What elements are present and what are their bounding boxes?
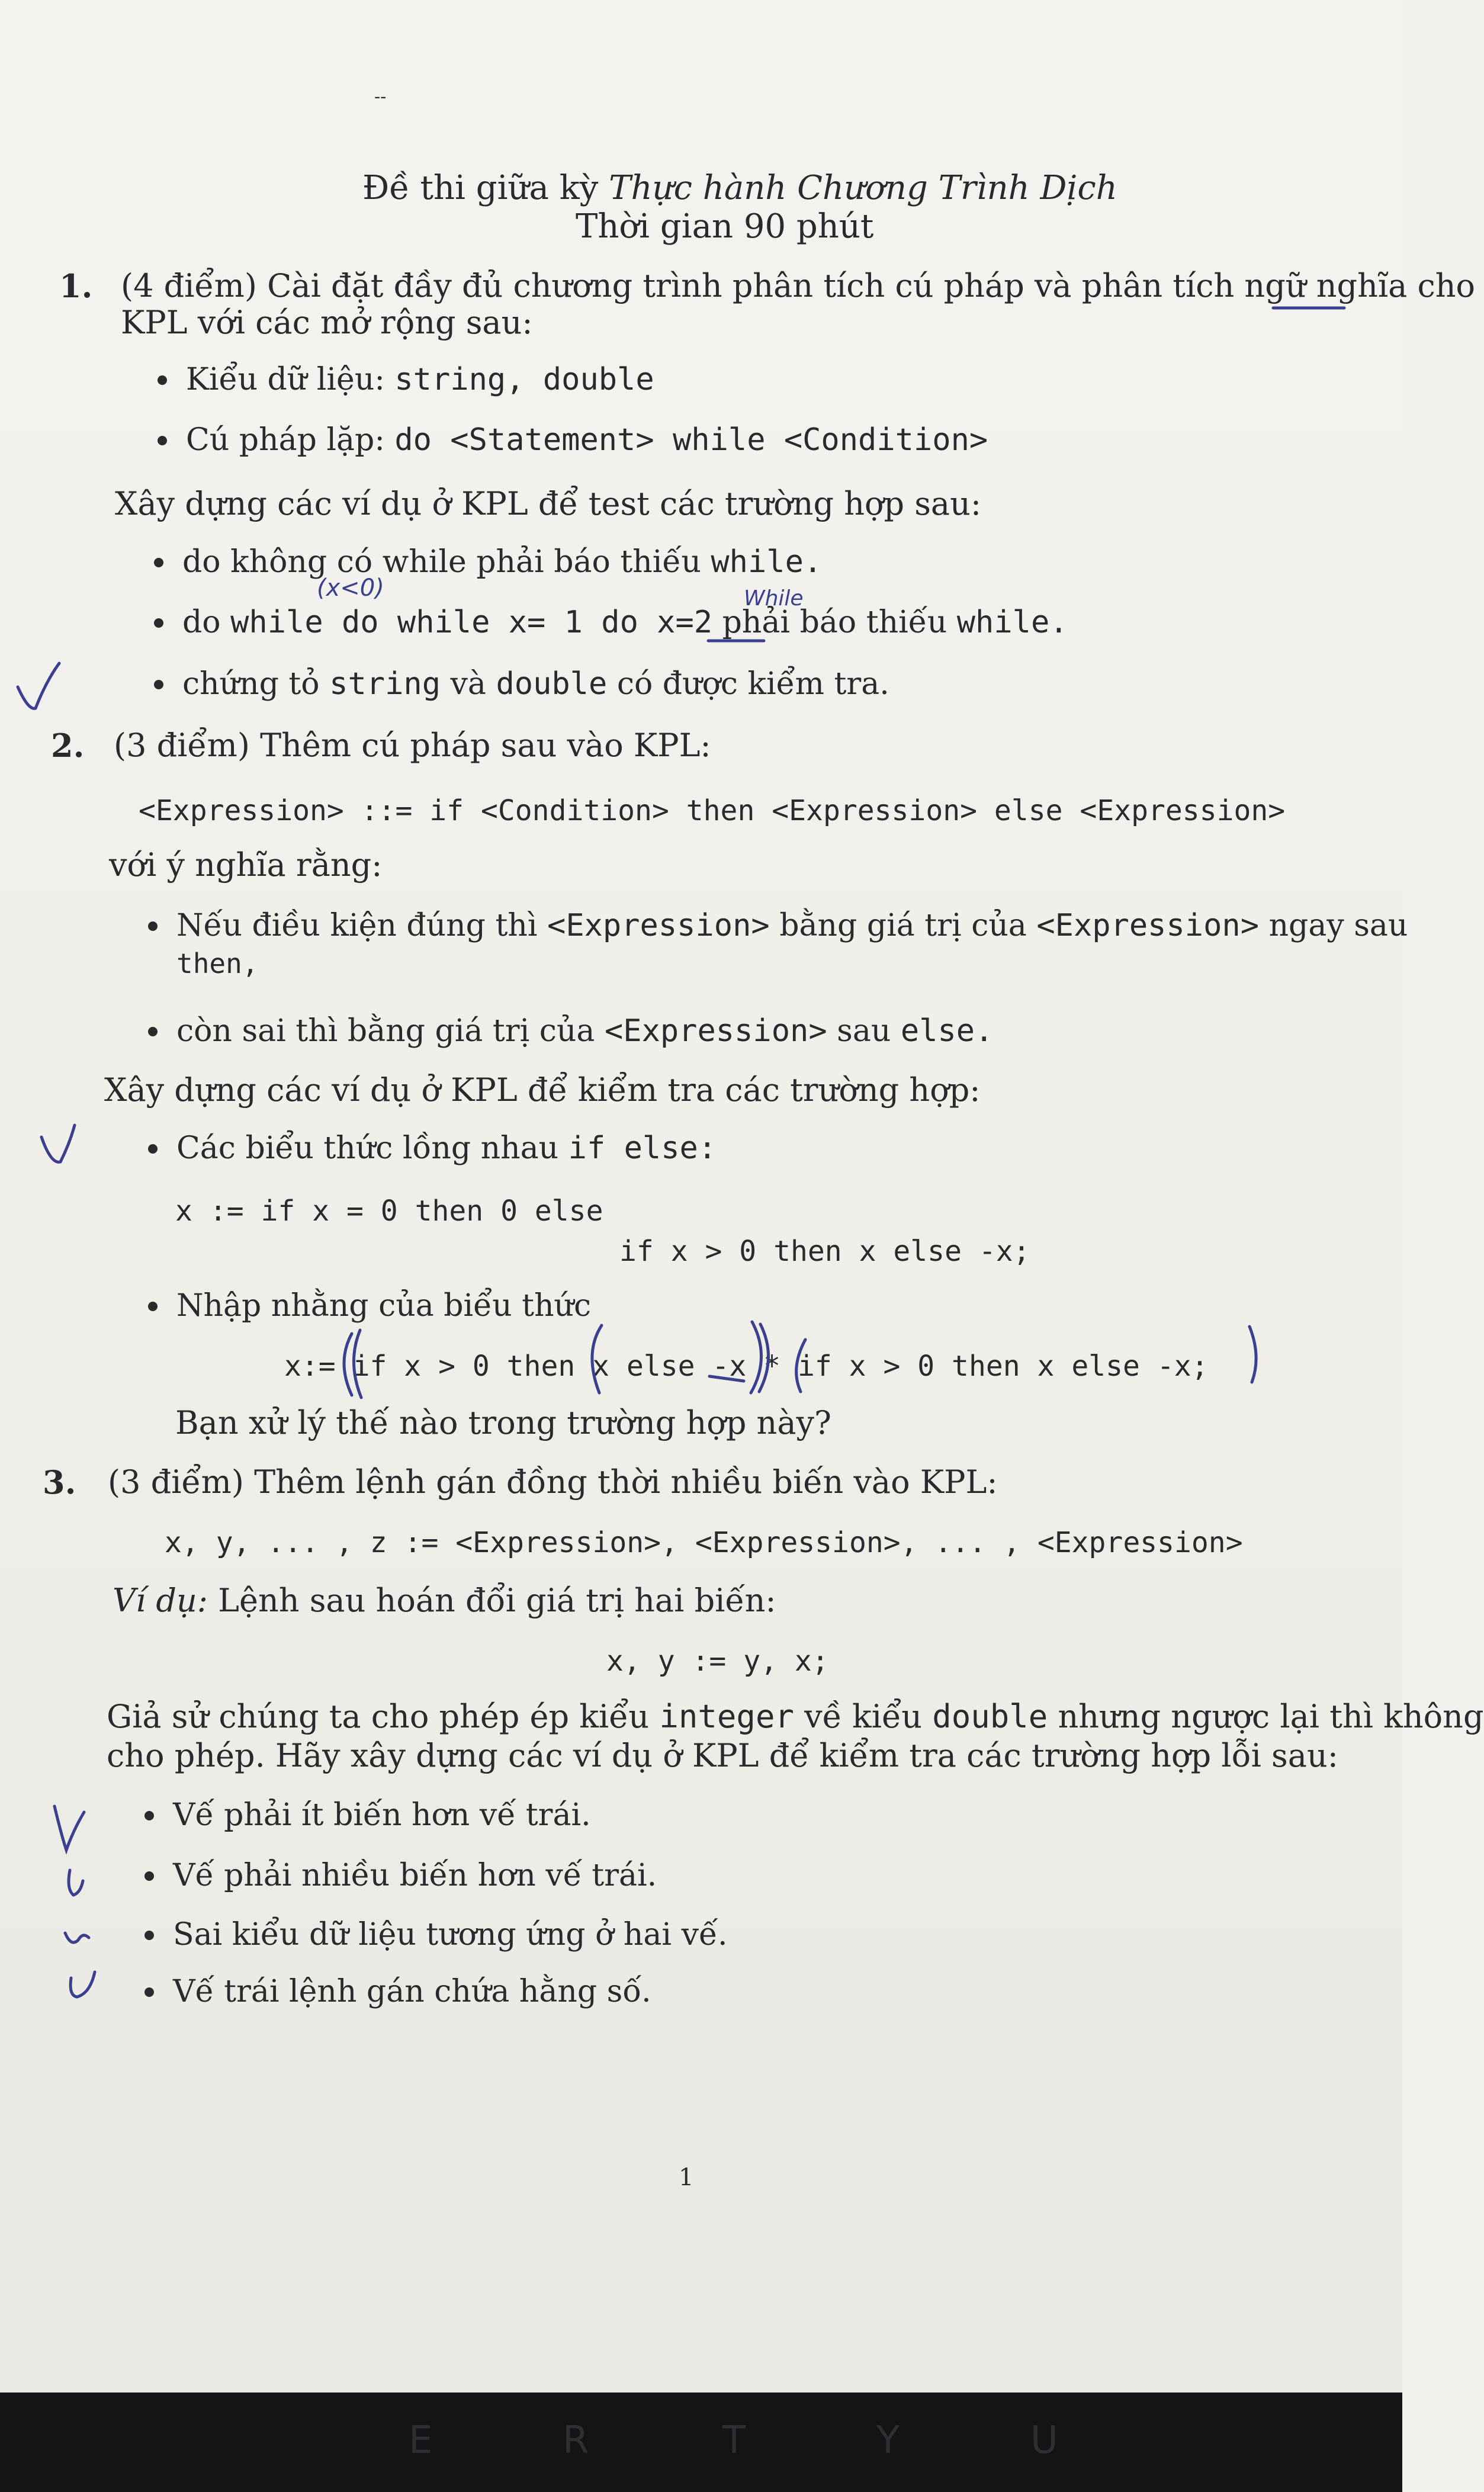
- q2-number: 2.: [51, 727, 85, 765]
- q3-intro: (3 điểm) Thêm lệnh gán đồng thời nhiều biến vào KPL:: [108, 1463, 998, 1501]
- text: bằng giá trị của: [779, 908, 1027, 943]
- keyboard-edge: [0, 2393, 1402, 2492]
- paren-open-4: [796, 1340, 805, 1392]
- q2-intro: (3 điểm) Thêm cú pháp sau vào KPL:: [114, 727, 711, 764]
- paren-open-1: [344, 1334, 352, 1395]
- text: chứng tỏ: [182, 666, 320, 702]
- q2-ambiguity-code: x:= if x > 0 then x else -x * if x > 0 then x else -x;: [284, 1350, 1209, 1383]
- code: double: [932, 1698, 1048, 1735]
- label: Cú pháp lặp:: [186, 422, 385, 458]
- code: <Expression>: [547, 908, 770, 943]
- check-mark-case3: [65, 1933, 89, 1942]
- q1-intro-line1: (4 điểm) Cài đặt đầy đủ chương trình phân tích cú pháp và phân tích ngữ nghĩa cho: [121, 267, 1476, 304]
- key-y: Y: [876, 2419, 900, 2462]
- q2-meaning-intro: với ý nghĩa rằng:: [109, 846, 383, 884]
- q2-ambiguity-question: Bạn xử lý thế nào trong trường hợp này?: [175, 1404, 831, 1441]
- text: phải báo thiếu: [722, 605, 947, 640]
- code: integer: [659, 1698, 794, 1735]
- q3-case-type-mismatch: Sai kiểu dữ liệu tương ứng ở hai vế.: [173, 1915, 727, 1954]
- key-u: U: [1030, 2419, 1058, 2462]
- code: while.: [956, 605, 1068, 640]
- title-prefix: Đề thi giữa kỳ: [362, 169, 599, 207]
- check-mark-case2: [69, 1870, 83, 1895]
- q3-case-constant-left: Vế trái lệnh gán chứa hằng số.: [173, 1972, 651, 2011]
- q3-example-code: x, y := y, x;: [606, 1645, 829, 1678]
- q1-number: 1.: [59, 267, 93, 305]
- text: còn sai thì bằng giá trị của: [176, 1013, 595, 1049]
- text: do không có while phải báo thiếu: [182, 544, 701, 580]
- text: do: [182, 605, 221, 640]
- key-t: T: [722, 2419, 746, 2462]
- text: Giả sử chúng ta cho phép ép kiểu: [107, 1698, 650, 1735]
- check-mark-case4: [70, 1972, 95, 1997]
- q1-tests-intro: Xây dựng các ví dụ ở KPL để test các trường hợp sau:: [115, 485, 982, 522]
- check-mark-q1: [18, 663, 59, 708]
- text: Nếu điều kiện đúng thì: [176, 908, 538, 943]
- header-dash: --: [374, 86, 387, 107]
- text: có được kiểm tra.: [616, 666, 889, 702]
- code: string: [329, 666, 441, 702]
- code: if else:: [568, 1131, 717, 1166]
- q1-intro-line2: KPL với các mở rộng sau:: [121, 304, 533, 341]
- annotation-above-phai: While: [744, 586, 804, 611]
- code: while do while x= 1 do x=2: [230, 605, 713, 640]
- q3-number: 3.: [43, 1463, 76, 1501]
- code: string, double: [394, 362, 654, 397]
- paren-open-3: [592, 1325, 602, 1393]
- text: Lệnh sau hoán đổi giá trị hai biến:: [218, 1582, 776, 1619]
- exam-duration: Thời gian 90 phút: [576, 207, 874, 246]
- q2-grammar: <Expression> ::= if <Condition> then <Expression> else <Expression>: [139, 794, 1286, 827]
- course-name: Thực hành Chương Trình Dịch: [609, 169, 1117, 207]
- code: while.: [711, 544, 823, 580]
- q2-meaning-then: then,: [176, 948, 259, 980]
- code: <Expression>: [1036, 908, 1260, 943]
- underline-x-else: [709, 1376, 744, 1381]
- code: <Expression>: [604, 1013, 827, 1049]
- paren-close-1: [751, 1322, 762, 1393]
- text: sau: [837, 1013, 891, 1049]
- code: do <Statement> while <Condition>: [394, 422, 988, 458]
- q2-nested-code-line1: x := if x = 0 then 0 else: [175, 1194, 603, 1228]
- text: Các biểu thức lồng nhau: [176, 1131, 559, 1166]
- page-number: 1: [679, 2164, 694, 2191]
- text: về kiểu: [804, 1698, 923, 1735]
- label: Kiểu dữ liệu:: [186, 362, 385, 397]
- annotation-above-do: (x<0): [317, 574, 384, 602]
- code: double: [496, 666, 608, 702]
- q2-nested-code-line2: if x > 0 then x else -x;: [619, 1235, 1030, 1268]
- code: else.: [900, 1013, 994, 1049]
- q2-tests-intro: Xây dựng các ví dụ ở KPL để kiểm tra các trường hợp:: [104, 1071, 981, 1109]
- check-mark-q2: [41, 1125, 75, 1162]
- paren-open-2: [354, 1330, 361, 1398]
- q2-test-ambiguity: Nhập nhằng của biểu thức: [176, 1286, 591, 1325]
- q3-assume-line2: cho phép. Hãy xây dựng các ví dụ ở KPL để kiểm tra các trường hợp lỗi sau:: [107, 1737, 1338, 1774]
- q3-case-fewer-right: Vế phải ít biến hơn vế trái.: [173, 1796, 591, 1835]
- key-r: R: [563, 2419, 589, 2462]
- check-mark-case1: [54, 1806, 84, 1850]
- key-e: E: [409, 2419, 433, 2462]
- text: nhưng ngược lại thì không: [1058, 1698, 1484, 1735]
- paren-close-3: [1249, 1327, 1256, 1382]
- text: và: [450, 666, 486, 702]
- q3-case-more-right: Vế phải nhiều biến hơn vế trái.: [173, 1856, 657, 1895]
- text: ngay sau: [1268, 908, 1408, 943]
- example-label: Ví dụ:: [113, 1582, 208, 1619]
- q3-syntax: x, y, ... , z := <Expression>, <Expression>, ... , <Expression>: [165, 1526, 1243, 1559]
